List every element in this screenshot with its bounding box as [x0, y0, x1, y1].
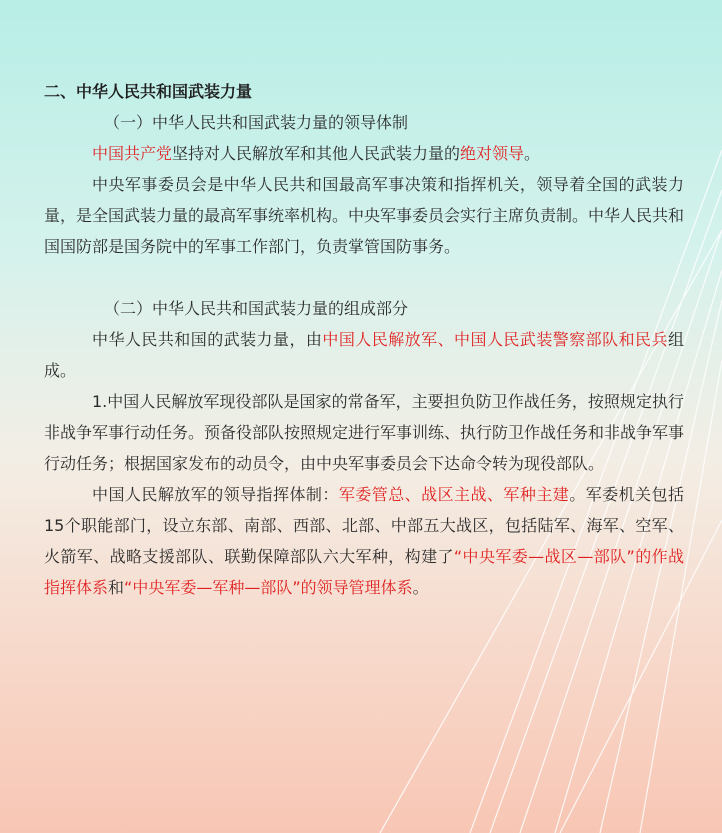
paragraph-text: 。军委机关包括15个职能部门，设立东部、南部、西部、北部、中部五大战区，包括陆军、海军、空军、火箭军、战略支援部队、联勤保障部队六大军种，构建了 — [44, 485, 684, 566]
paragraph-composition — [44, 324, 684, 386]
paragraph-party-leadership — [44, 138, 684, 169]
paragraph-text: 和 — [108, 578, 125, 597]
emphasis-text: 绝对领导 — [460, 144, 525, 163]
paragraph-text: 组成。 — [44, 330, 684, 380]
paragraph-text: 坚持对人民解放军和其他人民武装力量的 — [172, 144, 461, 163]
paragraph-cmc: 中央军事委员会是中华人民共和国最高军事决策和指挥机关，领导着全国的武装力量，是全国武装力量的最高军事统率机构。中央军事委员会实行主席负责制。中华人民共和国国防部是国务院中的军事工作部门，负责掌管国防事务。 — [44, 175, 685, 256]
emphasis-text: “中央军委—军种—部队”的领导管理体系 — [124, 578, 413, 597]
spacer — [44, 262, 684, 293]
paragraph-text: 中国人民解放军的领导指挥体制： — [92, 485, 339, 504]
subsection-title-composition: （二）中华人民共和国武装力量的组成部分 — [104, 299, 409, 318]
section-title: 二、中华人民共和国武装力量 — [44, 82, 253, 101]
emphasis-text: 中国共产党 — [92, 144, 173, 163]
emphasis-text: 军委管总、战区主战、军种主建 — [338, 485, 570, 504]
paragraph-text: 。 — [412, 578, 429, 597]
emphasis-text: “中央军委—战区—部队”的作战指挥体系 — [44, 547, 684, 597]
paragraph-command-system — [44, 479, 684, 603]
paragraph-pla-active-duty: 1.中国人民解放军现役部队是国家的常备军，主要担负防卫作战任务，按照规定执行非战争军事行动任务。预备役部队按照规定进行军事训练、执行防卫作战任务和非战争军事行动任务；根据国家发布的动员令，由中央军事委员会下达命令转为现役部队。 — [44, 392, 685, 473]
paragraph-text: 中华人民共和国的武装力量，由 — [92, 330, 323, 349]
paragraph-text: 。 — [524, 144, 541, 163]
emphasis-text: 中国人民解放军、中国人民武装警察部队和民兵 — [322, 330, 668, 349]
subsection-title-leadership: （一）中华人民共和国武装力量的领导体制 — [104, 113, 409, 132]
article-body — [44, 76, 684, 603]
